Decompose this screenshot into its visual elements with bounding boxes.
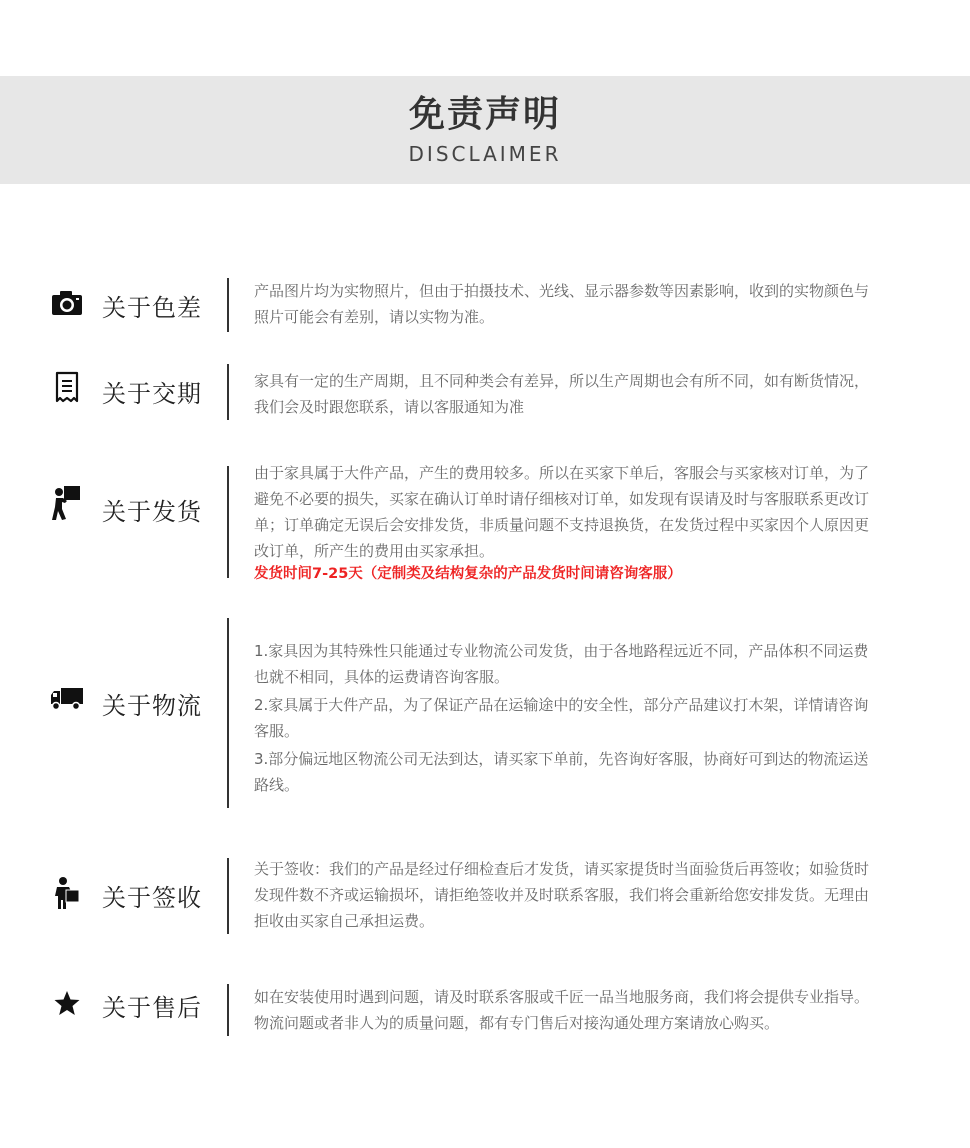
paragraph: 关于签收：我们的产品是经过仔细检查后才发货，请买家提货时当面验货后再签收；如验货时发现件数不齐或运输损坏，请拒绝签收并及时联系客服，我们将会重新给您安排发货。无理由拒收由买家自己承担运费。 — [254, 860, 870, 930]
disclaimer-header — [0, 76, 970, 184]
page-subtitle: DISCLAIMER — [408, 142, 562, 166]
person-package-icon — [50, 876, 84, 910]
section-title: 关于发货 — [102, 498, 202, 526]
section-text — [254, 638, 879, 800]
section-text — [254, 278, 879, 330]
section-text — [254, 368, 879, 420]
divider — [227, 858, 229, 934]
paragraph: 产品图片均为实物照片，但由于拍摄技术、光线、显示器参数等因素影响，收到的实物颜色与照片可能会有差别，请以实物为准。 — [254, 282, 870, 326]
divider — [227, 364, 229, 420]
section-title: 关于签收 — [102, 884, 202, 912]
divider — [227, 984, 229, 1036]
section-title: 关于售后 — [102, 994, 202, 1022]
logistics-item: 2.家具属于大件产品，为了保证产品在运输途中的安全性，部分产品建议打木架，详情请咨询客服。 — [254, 696, 869, 740]
divider — [227, 618, 229, 808]
section-title: 关于交期 — [102, 380, 202, 408]
receipt-icon — [50, 370, 84, 404]
shipping-time-note: 发货时间7-25天（定制类及结构复杂的产品发货时间请咨询客服） — [254, 566, 682, 582]
section-text — [254, 984, 879, 1036]
paragraph: 如在安装使用时遇到问题，请及时联系客服或千匠一品当地服务商，我们将会提供专业指导。物流问题或者非人为的质量问题，都有专门售后对接沟通处理方案请放心购买。 — [254, 988, 870, 1032]
logistics-item: 3.部分偏远地区物流公司无法到达，请买家下单前，先咨询好客服，协商好可到达的物流运送路线。 — [254, 750, 869, 794]
star-icon — [50, 986, 84, 1020]
page-title: 免责声明 — [408, 94, 561, 135]
truck-icon — [50, 682, 84, 716]
section-text — [254, 856, 879, 934]
divider — [227, 278, 229, 332]
paragraph: 家具有一定的生产周期，且不同种类会有差异，所以生产周期也会有所不同，如有断货情况，我们会及时跟您联系，请以客服通知为准 — [254, 372, 870, 416]
logistics-item: 1.家具因为其特殊性只能通过专业物流公司发货，由于各地路程远近不同，产品体积不同运费也就不相同，具体的运费请咨询客服。 — [254, 642, 869, 686]
camera-icon — [50, 286, 84, 320]
delivery-person-icon — [50, 486, 84, 520]
section-title: 关于物流 — [102, 692, 202, 720]
divider — [227, 466, 229, 578]
section-text — [254, 460, 879, 584]
paragraph: 由于家具属于大件产品，产生的费用较多。所以在买家下单后，客服会与买家核对订单，为了避免不必要的损失，买家在确认订单时请仔细核对订单，如发现有误请及时与客服联系更改订单；订单确定无误后会安排发货，非质量问题不支持退换货，在发货过程中买家因个人原因更改订单，所产生的费用由买家承担。 — [254, 464, 870, 560]
section-title: 关于色差 — [102, 294, 202, 322]
